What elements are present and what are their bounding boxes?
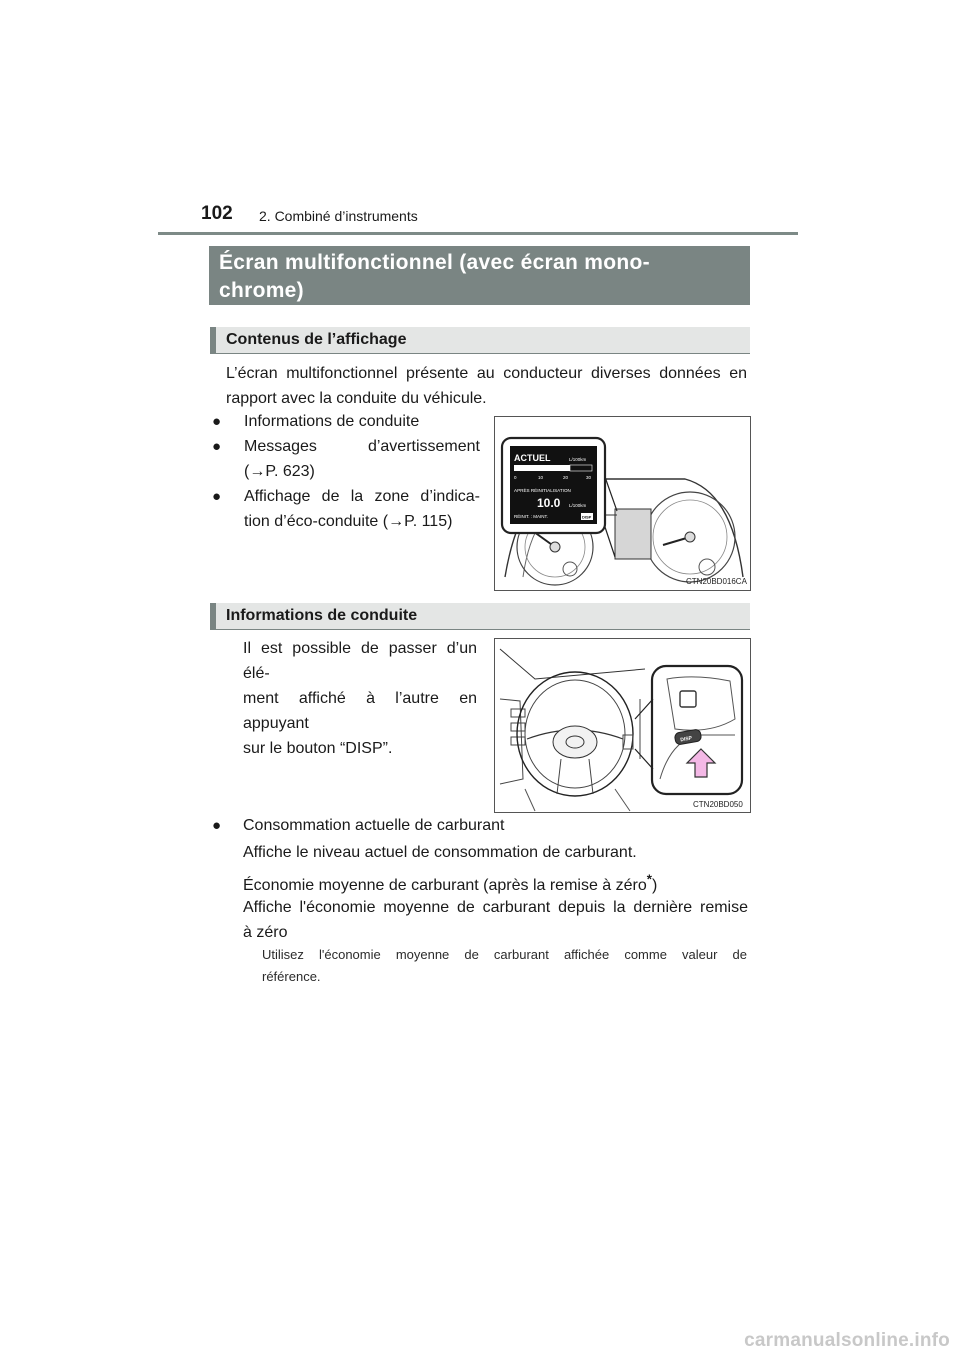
figure-cluster <box>494 416 751 591</box>
figure-steering <box>494 638 751 813</box>
scale-10: 10 <box>538 475 544 480</box>
item-average-title <box>243 867 748 898</box>
bullet-eco-zone <box>212 484 480 534</box>
scale-20: 20 <box>563 475 569 480</box>
header-rule <box>158 232 798 235</box>
chapter-title: 2. Combiné d’instruments <box>259 208 418 224</box>
bullet-dot-icon: ● <box>212 488 222 505</box>
note-line2: référence. <box>262 969 321 984</box>
screen-footer: RÉINIT. : MAINT. <box>514 514 549 519</box>
section-title-line2: chrome) <box>219 279 304 302</box>
cluster-illustration <box>495 417 750 590</box>
item-title: Consommation actuelle de carburant <box>243 817 505 834</box>
disp-line3: sur le bouton “DISP”. <box>243 740 393 757</box>
intro-line1: L’écran multifonctionnel présente au conducteur diverses données en <box>226 365 747 382</box>
intro-line2: rapport avec la conduite du véhicule. <box>226 390 487 407</box>
scale-0: 0 <box>514 475 517 480</box>
item-title: Économie moyenne de carburant (après la remise à zéro*) <box>243 872 658 895</box>
figure-code: CTN20BD050 <box>693 800 743 809</box>
steering-illustration <box>495 639 750 812</box>
disp-paragraph <box>243 636 477 761</box>
screen-disp-button: DISP <box>582 514 592 520</box>
bullet-page-ref: tion d’éco-conduite (→P. 115) <box>244 513 453 530</box>
item-average-desc <box>243 895 748 945</box>
watermark: carmanualsonline.info <box>744 1330 950 1351</box>
screen-value: 10.0 <box>537 496 561 510</box>
bullet-dot-icon: ● <box>212 413 222 430</box>
figure-code: CTN20BD016CA <box>686 577 747 586</box>
bullet-label: Informations de conduite <box>244 413 420 430</box>
section-banner <box>209 246 750 305</box>
scale-30: 30 <box>586 475 592 480</box>
bullet-dot-icon: ● <box>212 817 222 834</box>
subheader-display-contents: Contenus de l’affichage <box>210 327 750 354</box>
screen-value-unit: L/100km <box>569 503 587 508</box>
subheader-driving-info: Informations de conduite <box>210 603 750 630</box>
screen-subtitle: APRÈS RÉINITIALISATION <box>514 488 571 493</box>
bullet-page-ref: (→P. 623) <box>244 463 315 480</box>
bullet-warning-messages <box>212 434 480 484</box>
page-number: 102 <box>201 203 233 224</box>
disp-line1: Il est possible de passer d’un élé- <box>243 640 477 682</box>
section-title-line1: Écran multifonctionnel (avec écran mono- <box>219 251 650 274</box>
item-desc: Affiche le niveau actuel de consommation de carburant. <box>243 844 637 861</box>
note-line1: Utilisez l'économie moyenne de carburant affichée comme valeur de <box>262 947 747 962</box>
bullet-dot-icon: ● <box>212 438 222 455</box>
reference-note <box>262 944 747 988</box>
disp-line2: ment affiché à l’autre en appuyant <box>243 690 477 732</box>
screen-label: ACTUEL <box>514 453 551 463</box>
intro-paragraph <box>226 361 747 411</box>
item-desc-line1: Affiche l'économie moyenne de carburant depuis la dernière remise <box>243 899 748 916</box>
disp-button-label: DISP <box>679 735 693 744</box>
screen-unit: L/100km <box>569 457 587 462</box>
bullet-label: Affichage de la zone d’indica- <box>244 488 480 505</box>
bullet-label: Messages d’avertissement <box>244 438 480 455</box>
item-desc-line2: à zéro <box>243 924 288 941</box>
